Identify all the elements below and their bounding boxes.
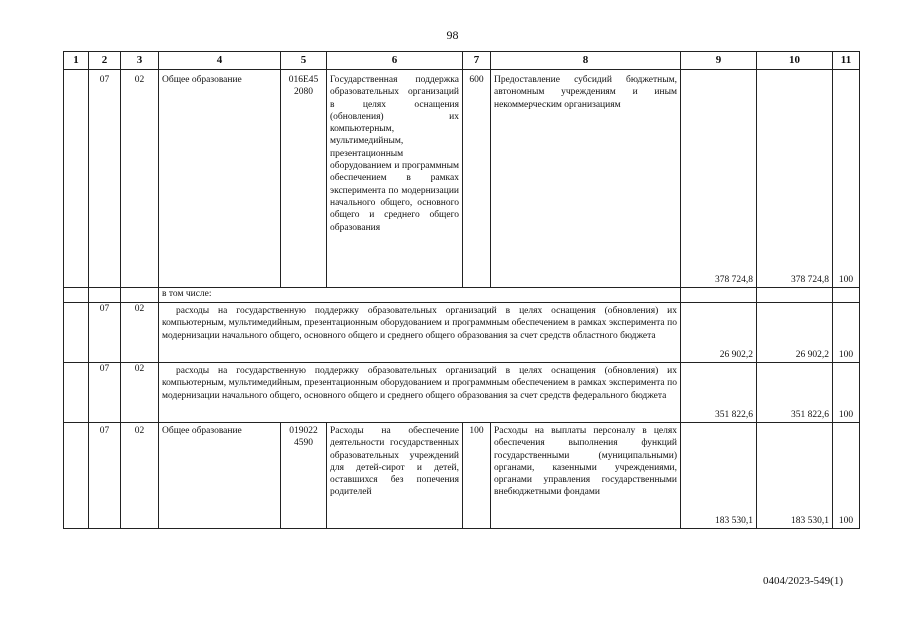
planned-amount: 26 902,2 [681,303,757,363]
section-code: 07 [89,363,121,423]
executed-amount: 351 822,6 [757,363,833,423]
header-cell: 1 [64,52,89,70]
subsection-code: 02 [121,423,159,529]
table-cell [64,363,89,423]
execution-percent: 100 [833,70,860,288]
planned-amount: 183 530,1 [681,423,757,529]
expense-type-name: Расходы на выплаты персоналу в целях обеспечения выполнения функций государственными (муниципальными) органами, казенными учреждениями, органами управления государственными внебюджетными фондами [491,423,681,529]
subsection-code: 02 [121,363,159,423]
table-cell [757,288,833,303]
target-article-code: 016Е45 2080 [281,70,327,288]
document-code: 0404/2023-549(1) [762,575,843,587]
table-cell [89,288,121,303]
header-cell: 2 [89,52,121,70]
table-row [64,303,860,363]
table-cell [833,288,860,303]
table-cell [64,303,89,363]
section-code: 07 [89,70,121,288]
including-label: в том числе: [159,288,681,303]
header-cell: 10 [757,52,833,70]
expense-type-name: Предоставление субсидий бюджетным, автономным учреждениям и иным некоммерческим организациям [491,70,681,288]
expense-description: расходы на государственную поддержку образовательных организаций в целях оснащения (обновления) их компьютерным, мультимедийным, презентационным оборудованием и программным обеспечением в рамках эксперимента по модернизации начального общего, основного общего и среднего общего образования за счет средств федерального бюджета [159,363,681,423]
table-cell [681,288,757,303]
header-cell: 5 [281,52,327,70]
section-code: 07 [89,423,121,529]
budget-table [63,51,860,529]
table-cell [64,423,89,529]
header-cell: 8 [491,52,681,70]
target-article-name: Государственная поддержка образовательных организаций в целях оснащения (обновления) их компьютерным, мультимедийным, презентационным оборудованием и программным обеспечением в рамках эксперимента по модернизации начального общего, основного общего и среднего общего образования [327,70,463,288]
executed-amount: 183 530,1 [757,423,833,529]
execution-percent: 100 [833,423,860,529]
table-cell [64,288,89,303]
executed-amount: 26 902,2 [757,303,833,363]
header-cell: 4 [159,52,281,70]
section-name: Общее образование [159,423,281,529]
subsection-code: 02 [121,303,159,363]
header-row [64,52,860,70]
expense-type-code: 600 [463,70,491,288]
table-row [64,70,860,288]
planned-amount: 351 822,6 [681,363,757,423]
execution-percent: 100 [833,303,860,363]
execution-percent: 100 [833,363,860,423]
table-row [64,363,860,423]
target-article-name: Расходы на обеспечение деятельности государственных образовательных учреждений для детей-сирот и детей, оставшихся без попечения родителей [327,423,463,529]
header-cell: 6 [327,52,463,70]
expense-type-code: 100 [463,423,491,529]
subsection-code: 02 [121,70,159,288]
target-article-code: 019022 4590 [281,423,327,529]
header-cell: 7 [463,52,491,70]
table-cell [121,288,159,303]
table-row [64,288,860,303]
expense-description: расходы на государственную поддержку образовательных организаций в целях оснащения (обновления) их компьютерным, мультимедийным, презентационным оборудованием и программным обеспечением в рамках эксперимента по модернизации начального общего, основного общего и среднего общего образования за счет средств областного бюджета [159,303,681,363]
section-code: 07 [89,303,121,363]
page-number: 98 [446,28,459,42]
table-row [64,423,860,529]
section-name: Общее образование [159,70,281,288]
executed-amount: 378 724,8 [757,70,833,288]
header-cell: 3 [121,52,159,70]
header-cell: 9 [681,52,757,70]
planned-amount: 378 724,8 [681,70,757,288]
header-cell: 11 [833,52,860,70]
table-cell [64,70,89,288]
